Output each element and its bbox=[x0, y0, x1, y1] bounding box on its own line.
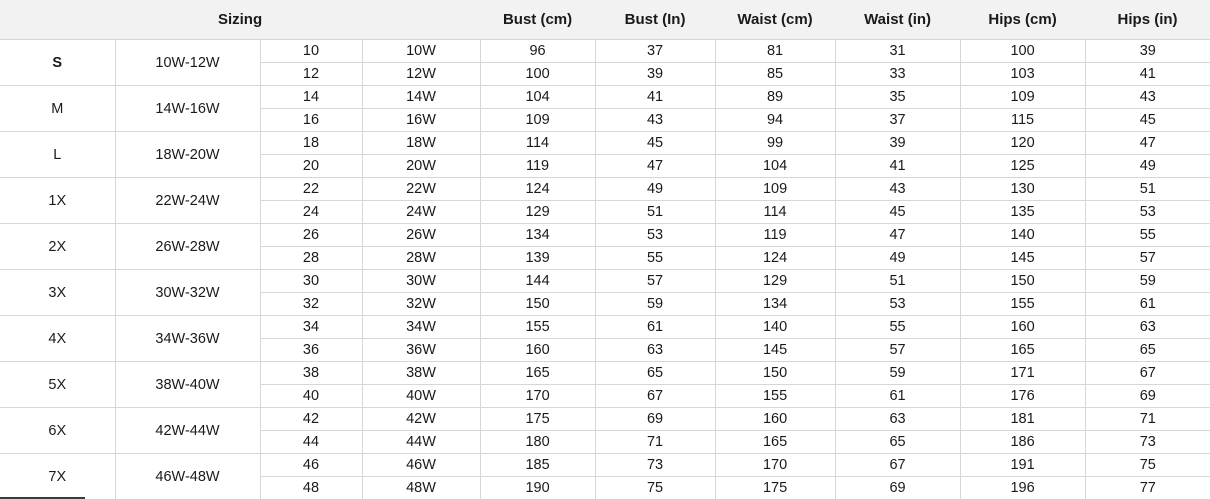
cell-waist-cm: 165 bbox=[715, 431, 835, 454]
cell-hips-cm: 165 bbox=[960, 339, 1085, 362]
cell-hips-in: 47 bbox=[1085, 132, 1210, 155]
cell-bust-cm: 160 bbox=[480, 339, 595, 362]
cell-bust-cm: 114 bbox=[480, 132, 595, 155]
cell-hips-in: 39 bbox=[1085, 40, 1210, 63]
cell-hips-in: 75 bbox=[1085, 454, 1210, 477]
cell-hips-in: 49 bbox=[1085, 155, 1210, 178]
cell-hips-in: 51 bbox=[1085, 178, 1210, 201]
cell-hips-cm: 171 bbox=[960, 362, 1085, 385]
column-header-waist-in: Waist (in) bbox=[835, 0, 960, 40]
cell-hips-in: 41 bbox=[1085, 63, 1210, 86]
cell-size-range: 18W-20W bbox=[115, 132, 260, 178]
cell-waist-in: 63 bbox=[835, 408, 960, 431]
cell-hips-cm: 103 bbox=[960, 63, 1085, 86]
cell-bust-in: 67 bbox=[595, 385, 715, 408]
cell-waist-cm: 94 bbox=[715, 109, 835, 132]
cell-hips-in: 63 bbox=[1085, 316, 1210, 339]
cell-waist-in: 69 bbox=[835, 477, 960, 499]
cell-bust-in: 39 bbox=[595, 63, 715, 86]
cell-waist-in: 49 bbox=[835, 247, 960, 270]
cell-waist-cm: 150 bbox=[715, 362, 835, 385]
cell-bust-cm: 124 bbox=[480, 178, 595, 201]
cell-size-range: 10W-12W bbox=[115, 40, 260, 86]
cell-w-size: 16W bbox=[362, 109, 480, 132]
cell-us-size: 28 bbox=[260, 247, 362, 270]
cell-waist-cm: 109 bbox=[715, 178, 835, 201]
cell-bust-in: 49 bbox=[595, 178, 715, 201]
cell-us-size: 32 bbox=[260, 293, 362, 316]
cell-waist-in: 39 bbox=[835, 132, 960, 155]
cell-w-size: 42W bbox=[362, 408, 480, 431]
cell-size-range: 14W-16W bbox=[115, 86, 260, 132]
cell-size-label: S bbox=[0, 40, 115, 86]
cell-bust-in: 59 bbox=[595, 293, 715, 316]
cell-bust-cm: 170 bbox=[480, 385, 595, 408]
cell-hips-cm: 135 bbox=[960, 201, 1085, 224]
cell-waist-cm: 119 bbox=[715, 224, 835, 247]
column-header-waist-cm: Waist (cm) bbox=[715, 0, 835, 40]
header-row bbox=[0, 0, 1210, 40]
cell-size-label: 4X bbox=[0, 316, 115, 362]
cell-waist-cm: 99 bbox=[715, 132, 835, 155]
cell-waist-in: 47 bbox=[835, 224, 960, 247]
cell-waist-cm: 89 bbox=[715, 86, 835, 109]
cell-us-size: 44 bbox=[260, 431, 362, 454]
cell-bust-in: 73 bbox=[595, 454, 715, 477]
cell-bust-cm: 190 bbox=[480, 477, 595, 499]
cell-waist-cm: 81 bbox=[715, 40, 835, 63]
cell-bust-cm: 185 bbox=[480, 454, 595, 477]
cell-size-label: 2X bbox=[0, 224, 115, 270]
cell-size-label: 1X bbox=[0, 178, 115, 224]
table-row bbox=[0, 362, 1210, 385]
cell-bust-in: 69 bbox=[595, 408, 715, 431]
table-row bbox=[0, 40, 1210, 63]
cell-waist-cm: 104 bbox=[715, 155, 835, 178]
cell-us-size: 16 bbox=[260, 109, 362, 132]
cell-hips-cm: 115 bbox=[960, 109, 1085, 132]
cell-size-label: 7X bbox=[0, 454, 115, 499]
cell-w-size: 38W bbox=[362, 362, 480, 385]
cell-hips-cm: 196 bbox=[960, 477, 1085, 499]
table-row bbox=[0, 408, 1210, 431]
cell-w-size: 36W bbox=[362, 339, 480, 362]
cell-hips-cm: 186 bbox=[960, 431, 1085, 454]
cell-bust-cm: 104 bbox=[480, 86, 595, 109]
cell-size-label: 6X bbox=[0, 408, 115, 454]
cell-bust-in: 75 bbox=[595, 477, 715, 499]
cell-hips-cm: 109 bbox=[960, 86, 1085, 109]
cell-waist-in: 65 bbox=[835, 431, 960, 454]
cell-us-size: 42 bbox=[260, 408, 362, 431]
cell-w-size: 24W bbox=[362, 201, 480, 224]
cell-size-label: 3X bbox=[0, 270, 115, 316]
cell-size-range: 22W-24W bbox=[115, 178, 260, 224]
cell-hips-in: 55 bbox=[1085, 224, 1210, 247]
cell-us-size: 40 bbox=[260, 385, 362, 408]
cell-bust-cm: 134 bbox=[480, 224, 595, 247]
cell-bust-cm: 165 bbox=[480, 362, 595, 385]
cell-waist-cm: 114 bbox=[715, 201, 835, 224]
cell-bust-in: 53 bbox=[595, 224, 715, 247]
cell-waist-cm: 170 bbox=[715, 454, 835, 477]
sizing-table-body bbox=[0, 40, 1210, 499]
cell-bust-cm: 155 bbox=[480, 316, 595, 339]
cell-w-size: 14W bbox=[362, 86, 480, 109]
cell-bust-in: 43 bbox=[595, 109, 715, 132]
table-row bbox=[0, 316, 1210, 339]
cell-waist-in: 45 bbox=[835, 201, 960, 224]
cell-waist-cm: 160 bbox=[715, 408, 835, 431]
cell-bust-in: 71 bbox=[595, 431, 715, 454]
cell-waist-in: 57 bbox=[835, 339, 960, 362]
cell-waist-cm: 134 bbox=[715, 293, 835, 316]
cell-hips-in: 45 bbox=[1085, 109, 1210, 132]
cell-us-size: 10 bbox=[260, 40, 362, 63]
cell-hips-in: 43 bbox=[1085, 86, 1210, 109]
cell-us-size: 18 bbox=[260, 132, 362, 155]
cell-waist-in: 67 bbox=[835, 454, 960, 477]
cell-size-label: 5X bbox=[0, 362, 115, 408]
cell-waist-in: 41 bbox=[835, 155, 960, 178]
cell-waist-in: 53 bbox=[835, 293, 960, 316]
cell-w-size: 34W bbox=[362, 316, 480, 339]
cell-us-size: 26 bbox=[260, 224, 362, 247]
cell-waist-cm: 129 bbox=[715, 270, 835, 293]
cell-us-size: 36 bbox=[260, 339, 362, 362]
cell-bust-cm: 109 bbox=[480, 109, 595, 132]
cell-us-size: 48 bbox=[260, 477, 362, 499]
cell-bust-cm: 129 bbox=[480, 201, 595, 224]
cell-hips-in: 53 bbox=[1085, 201, 1210, 224]
cell-hips-in: 65 bbox=[1085, 339, 1210, 362]
cell-bust-cm: 119 bbox=[480, 155, 595, 178]
cell-hips-in: 59 bbox=[1085, 270, 1210, 293]
cell-w-size: 48W bbox=[362, 477, 480, 499]
cell-w-size: 40W bbox=[362, 385, 480, 408]
table-row bbox=[0, 224, 1210, 247]
cell-size-range: 34W-36W bbox=[115, 316, 260, 362]
cell-waist-in: 37 bbox=[835, 109, 960, 132]
cell-hips-cm: 191 bbox=[960, 454, 1085, 477]
cell-bust-cm: 100 bbox=[480, 63, 595, 86]
cell-bust-in: 65 bbox=[595, 362, 715, 385]
cell-us-size: 46 bbox=[260, 454, 362, 477]
cell-waist-cm: 145 bbox=[715, 339, 835, 362]
cell-size-range: 30W-32W bbox=[115, 270, 260, 316]
cell-size-range: 46W-48W bbox=[115, 454, 260, 499]
cell-w-size: 18W bbox=[362, 132, 480, 155]
cell-waist-in: 59 bbox=[835, 362, 960, 385]
cell-waist-in: 55 bbox=[835, 316, 960, 339]
cell-waist-cm: 140 bbox=[715, 316, 835, 339]
cell-waist-in: 61 bbox=[835, 385, 960, 408]
cell-size-label: M bbox=[0, 86, 115, 132]
column-header-bust-cm: Bust (cm) bbox=[480, 0, 595, 40]
cell-hips-cm: 130 bbox=[960, 178, 1085, 201]
table-row bbox=[0, 454, 1210, 477]
cell-hips-cm: 150 bbox=[960, 270, 1085, 293]
cell-hips-in: 67 bbox=[1085, 362, 1210, 385]
cell-bust-in: 37 bbox=[595, 40, 715, 63]
cell-hips-cm: 125 bbox=[960, 155, 1085, 178]
table-row bbox=[0, 132, 1210, 155]
cell-size-range: 26W-28W bbox=[115, 224, 260, 270]
cell-size-label: L bbox=[0, 132, 115, 178]
cell-bust-in: 57 bbox=[595, 270, 715, 293]
cell-bust-in: 47 bbox=[595, 155, 715, 178]
cell-hips-cm: 160 bbox=[960, 316, 1085, 339]
cell-bust-in: 63 bbox=[595, 339, 715, 362]
column-header-bust-in: Bust (In) bbox=[595, 0, 715, 40]
cell-us-size: 14 bbox=[260, 86, 362, 109]
cell-bust-cm: 150 bbox=[480, 293, 595, 316]
column-header-hips-cm: Hips (cm) bbox=[960, 0, 1085, 40]
cell-hips-in: 71 bbox=[1085, 408, 1210, 431]
column-header-sizing: Sizing bbox=[0, 0, 480, 40]
cell-w-size: 26W bbox=[362, 224, 480, 247]
table-row bbox=[0, 86, 1210, 109]
cell-waist-cm: 124 bbox=[715, 247, 835, 270]
cell-hips-cm: 155 bbox=[960, 293, 1085, 316]
cell-w-size: 20W bbox=[362, 155, 480, 178]
cell-hips-in: 77 bbox=[1085, 477, 1210, 499]
cell-bust-in: 41 bbox=[595, 86, 715, 109]
cell-waist-in: 31 bbox=[835, 40, 960, 63]
cell-waist-cm: 85 bbox=[715, 63, 835, 86]
cell-waist-in: 33 bbox=[835, 63, 960, 86]
cell-hips-in: 73 bbox=[1085, 431, 1210, 454]
cell-hips-cm: 176 bbox=[960, 385, 1085, 408]
cell-hips-in: 69 bbox=[1085, 385, 1210, 408]
cell-bust-in: 61 bbox=[595, 316, 715, 339]
cell-waist-cm: 155 bbox=[715, 385, 835, 408]
cell-size-range: 38W-40W bbox=[115, 362, 260, 408]
cell-bust-cm: 139 bbox=[480, 247, 595, 270]
cell-bust-cm: 180 bbox=[480, 431, 595, 454]
cell-us-size: 38 bbox=[260, 362, 362, 385]
cell-bust-cm: 175 bbox=[480, 408, 595, 431]
cell-bust-in: 55 bbox=[595, 247, 715, 270]
cell-waist-in: 51 bbox=[835, 270, 960, 293]
cell-waist-in: 43 bbox=[835, 178, 960, 201]
cell-us-size: 24 bbox=[260, 201, 362, 224]
cell-us-size: 34 bbox=[260, 316, 362, 339]
cell-hips-cm: 100 bbox=[960, 40, 1085, 63]
cell-w-size: 44W bbox=[362, 431, 480, 454]
cell-us-size: 22 bbox=[260, 178, 362, 201]
cell-us-size: 30 bbox=[260, 270, 362, 293]
cell-us-size: 20 bbox=[260, 155, 362, 178]
cell-w-size: 46W bbox=[362, 454, 480, 477]
cell-hips-cm: 145 bbox=[960, 247, 1085, 270]
table-row bbox=[0, 178, 1210, 201]
cell-hips-in: 61 bbox=[1085, 293, 1210, 316]
cell-waist-cm: 175 bbox=[715, 477, 835, 499]
cell-bust-in: 51 bbox=[595, 201, 715, 224]
cell-w-size: 32W bbox=[362, 293, 480, 316]
cell-w-size: 28W bbox=[362, 247, 480, 270]
cell-hips-cm: 181 bbox=[960, 408, 1085, 431]
cell-bust-in: 45 bbox=[595, 132, 715, 155]
column-header-hips-in: Hips (in) bbox=[1085, 0, 1210, 40]
cell-bust-cm: 96 bbox=[480, 40, 595, 63]
table-row bbox=[0, 270, 1210, 293]
cell-w-size: 12W bbox=[362, 63, 480, 86]
cell-us-size: 12 bbox=[260, 63, 362, 86]
cell-hips-cm: 140 bbox=[960, 224, 1085, 247]
cell-w-size: 22W bbox=[362, 178, 480, 201]
cell-size-range: 42W-44W bbox=[115, 408, 260, 454]
cell-hips-in: 57 bbox=[1085, 247, 1210, 270]
cell-bust-cm: 144 bbox=[480, 270, 595, 293]
cell-w-size: 30W bbox=[362, 270, 480, 293]
cell-w-size: 10W bbox=[362, 40, 480, 63]
cell-hips-cm: 120 bbox=[960, 132, 1085, 155]
cell-waist-in: 35 bbox=[835, 86, 960, 109]
